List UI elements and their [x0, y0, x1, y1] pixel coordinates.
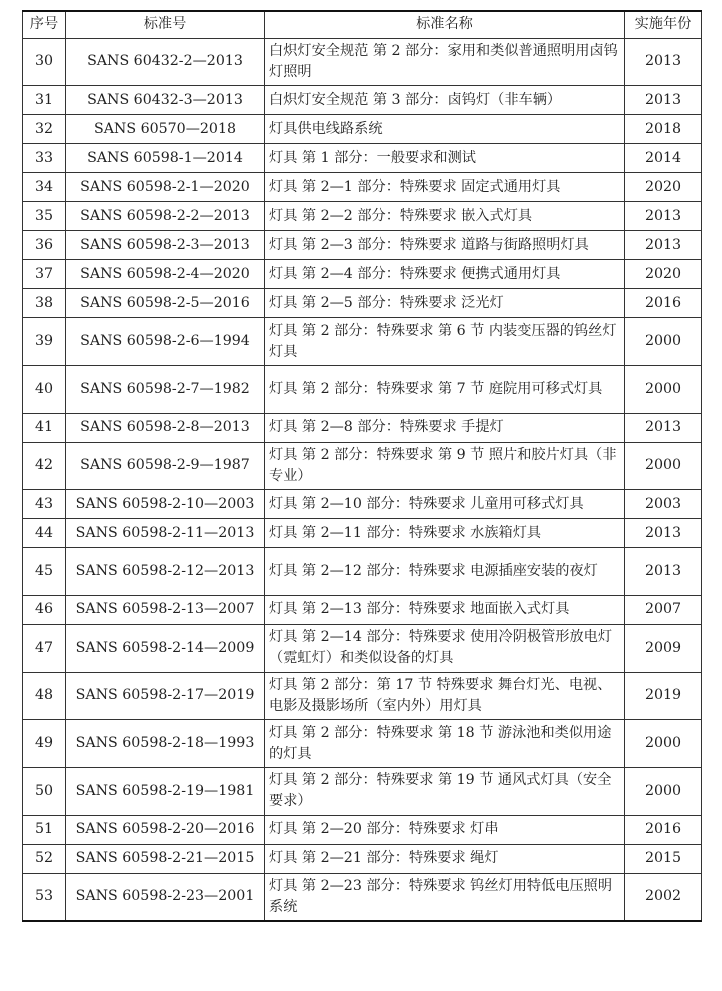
cell-serial-no: 37	[23, 260, 66, 289]
table-row	[23, 231, 702, 260]
table-row	[23, 365, 702, 413]
cell-standard-code: SANS 60598-2-21—2015	[66, 844, 265, 873]
cell-standard-name: 灯具 第 2—3 部分：特殊要求 道路与街路照明灯具	[265, 231, 625, 260]
cell-implementation-year: 2018	[625, 115, 702, 144]
table-row	[23, 768, 702, 816]
cell-implementation-year: 2013	[625, 86, 702, 115]
cell-standard-name: 灯具 第 2—8 部分：特殊要求 手提灯	[265, 413, 625, 442]
cell-implementation-year: 2013	[625, 231, 702, 260]
cell-standard-code: SANS 60598-2-6—1994	[66, 318, 265, 366]
table-row	[23, 413, 702, 442]
cell-serial-no: 38	[23, 289, 66, 318]
cell-serial-no: 49	[23, 720, 66, 768]
cell-implementation-year: 2000	[625, 720, 702, 768]
table-row	[23, 260, 702, 289]
cell-standard-code: SANS 60598-2-1—2020	[66, 173, 265, 202]
cell-standard-code: SANS 60598-2-4—2020	[66, 260, 265, 289]
cell-standard-code: SANS 60598-2-17—2019	[66, 672, 265, 720]
cell-implementation-year: 2002	[625, 873, 702, 921]
cell-standard-name: 灯具 第 2—21 部分：特殊要求 绳灯	[265, 844, 625, 873]
cell-serial-no: 44	[23, 519, 66, 548]
table-row	[23, 844, 702, 873]
table-row	[23, 38, 702, 86]
cell-implementation-year: 2003	[625, 490, 702, 519]
cell-implementation-year: 2013	[625, 38, 702, 86]
cell-standard-name: 灯具 第 2—23 部分：特殊要求 钨丝灯用特低电压照明系统	[265, 873, 625, 921]
cell-standard-code: SANS 60598-2-14—2009	[66, 624, 265, 672]
cell-standard-name: 白炽灯安全规范 第 3 部分：卤钨灯（非车辆）	[265, 86, 625, 115]
cell-implementation-year: 2016	[625, 815, 702, 844]
table-row	[23, 289, 702, 318]
cell-standard-code: SANS 60432-2—2013	[66, 38, 265, 86]
cell-serial-no: 42	[23, 442, 66, 490]
cell-standard-code: SANS 60598-2-8—2013	[66, 413, 265, 442]
cell-implementation-year: 2015	[625, 844, 702, 873]
table-row	[23, 86, 702, 115]
cell-serial-no: 41	[23, 413, 66, 442]
cell-standard-name: 灯具 第 1 部分：一般要求和测试	[265, 144, 625, 173]
cell-serial-no: 39	[23, 318, 66, 366]
cell-standard-code: SANS 60598-2-10—2003	[66, 490, 265, 519]
table-row	[23, 873, 702, 921]
cell-standard-name: 灯具 第 2—1 部分：特殊要求 固定式通用灯具	[265, 173, 625, 202]
header-serial-no: 序号	[23, 11, 66, 38]
table-row	[23, 624, 702, 672]
table-row	[23, 442, 702, 490]
cell-standard-code: SANS 60598-2-11—2013	[66, 519, 265, 548]
cell-serial-no: 50	[23, 768, 66, 816]
cell-implementation-year: 2000	[625, 768, 702, 816]
cell-standard-name: 灯具 第 2 部分：特殊要求 第 18 节 游泳池和类似用途的灯具	[265, 720, 625, 768]
cell-serial-no: 46	[23, 595, 66, 624]
cell-serial-no: 30	[23, 38, 66, 86]
cell-standard-code: SANS 60598-2-12—2013	[66, 548, 265, 596]
table-body	[23, 38, 702, 921]
table-row	[23, 490, 702, 519]
table-row	[23, 815, 702, 844]
standards-table	[22, 10, 702, 922]
cell-standard-code: SANS 60570—2018	[66, 115, 265, 144]
cell-standard-code: SANS 60598-2-9—1987	[66, 442, 265, 490]
cell-implementation-year: 2014	[625, 144, 702, 173]
table-row	[23, 144, 702, 173]
cell-serial-no: 33	[23, 144, 66, 173]
cell-serial-no: 53	[23, 873, 66, 921]
cell-standard-name: 灯具 第 2—20 部分：特殊要求 灯串	[265, 815, 625, 844]
cell-implementation-year: 2009	[625, 624, 702, 672]
cell-serial-no: 31	[23, 86, 66, 115]
cell-serial-no: 45	[23, 548, 66, 596]
table-row	[23, 519, 702, 548]
cell-implementation-year: 2019	[625, 672, 702, 720]
cell-standard-code: SANS 60598-2-3—2013	[66, 231, 265, 260]
cell-implementation-year: 2000	[625, 318, 702, 366]
cell-serial-no: 36	[23, 231, 66, 260]
cell-standard-name: 灯具 第 2—4 部分：特殊要求 便携式通用灯具	[265, 260, 625, 289]
cell-standard-code: SANS 60598-2-20—2016	[66, 815, 265, 844]
cell-implementation-year: 2013	[625, 413, 702, 442]
cell-standard-name: 灯具 第 2—11 部分：特殊要求 水族箱灯具	[265, 519, 625, 548]
cell-standard-name: 灯具 第 2 部分：特殊要求 第 7 节 庭院用可移式灯具	[265, 365, 625, 413]
cell-implementation-year: 2013	[625, 548, 702, 596]
cell-standard-code: SANS 60598-2-2—2013	[66, 202, 265, 231]
cell-standard-name: 白炽灯安全规范 第 2 部分：家用和类似普通照明用卤钨灯照明	[265, 38, 625, 86]
cell-standard-name: 灯具 第 2—12 部分：特殊要求 电源插座安装的夜灯	[265, 548, 625, 596]
cell-standard-name: 灯具 第 2—5 部分：特殊要求 泛光灯	[265, 289, 625, 318]
cell-standard-name: 灯具 第 2 部分：特殊要求 第 9 节 照片和胶片灯具（非专业）	[265, 442, 625, 490]
table-row	[23, 318, 702, 366]
cell-serial-no: 32	[23, 115, 66, 144]
cell-implementation-year: 2020	[625, 173, 702, 202]
table-row	[23, 672, 702, 720]
header-standard-code: 标准号	[66, 11, 265, 38]
cell-standard-name: 灯具 第 2 部分：特殊要求 第 19 节 通风式灯具（安全要求）	[265, 768, 625, 816]
cell-implementation-year: 2016	[625, 289, 702, 318]
cell-standard-code: SANS 60598-2-23—2001	[66, 873, 265, 921]
cell-standard-code: SANS 60432-3—2013	[66, 86, 265, 115]
cell-standard-name: 灯具 第 2—14 部分：特殊要求 使用冷阴极管形放电灯（霓虹灯）和类似设备的灯具	[265, 624, 625, 672]
cell-serial-no: 48	[23, 672, 66, 720]
table-row	[23, 115, 702, 144]
cell-serial-no: 34	[23, 173, 66, 202]
cell-serial-no: 43	[23, 490, 66, 519]
cell-implementation-year: 2013	[625, 519, 702, 548]
cell-standard-name: 灯具 第 2—10 部分：特殊要求 儿童用可移式灯具	[265, 490, 625, 519]
header-row	[23, 11, 702, 38]
table-row	[23, 595, 702, 624]
cell-serial-no: 47	[23, 624, 66, 672]
cell-standard-code: SANS 60598-2-5—2016	[66, 289, 265, 318]
cell-implementation-year: 2000	[625, 442, 702, 490]
cell-implementation-year: 2007	[625, 595, 702, 624]
cell-standard-name: 灯具 第 2 部分：第 17 节 特殊要求 舞台灯光、电视、电影及摄影场所（室内外）用灯具	[265, 672, 625, 720]
cell-standard-code: SANS 60598-2-7—1982	[66, 365, 265, 413]
table-header	[23, 11, 702, 38]
cell-standard-name: 灯具 第 2—13 部分：特殊要求 地面嵌入式灯具	[265, 595, 625, 624]
cell-implementation-year: 2000	[625, 365, 702, 413]
table-row	[23, 720, 702, 768]
cell-standard-name: 灯具 第 2 部分：特殊要求 第 6 节 内装变压器的钨丝灯灯具	[265, 318, 625, 366]
cell-serial-no: 35	[23, 202, 66, 231]
header-implementation-year: 实施年份	[625, 11, 702, 38]
cell-serial-no: 51	[23, 815, 66, 844]
cell-serial-no: 52	[23, 844, 66, 873]
table-row	[23, 173, 702, 202]
cell-implementation-year: 2020	[625, 260, 702, 289]
header-standard-name: 标准名称	[265, 11, 625, 38]
cell-standard-code: SANS 60598-2-13—2007	[66, 595, 265, 624]
cell-standard-code: SANS 60598-2-18—1993	[66, 720, 265, 768]
cell-standard-code: SANS 60598-1—2014	[66, 144, 265, 173]
cell-serial-no: 40	[23, 365, 66, 413]
table-row	[23, 548, 702, 596]
cell-standard-name: 灯具供电线路系统	[265, 115, 625, 144]
cell-standard-name: 灯具 第 2—2 部分：特殊要求 嵌入式灯具	[265, 202, 625, 231]
table-row	[23, 202, 702, 231]
cell-implementation-year: 2013	[625, 202, 702, 231]
cell-standard-code: SANS 60598-2-19—1981	[66, 768, 265, 816]
